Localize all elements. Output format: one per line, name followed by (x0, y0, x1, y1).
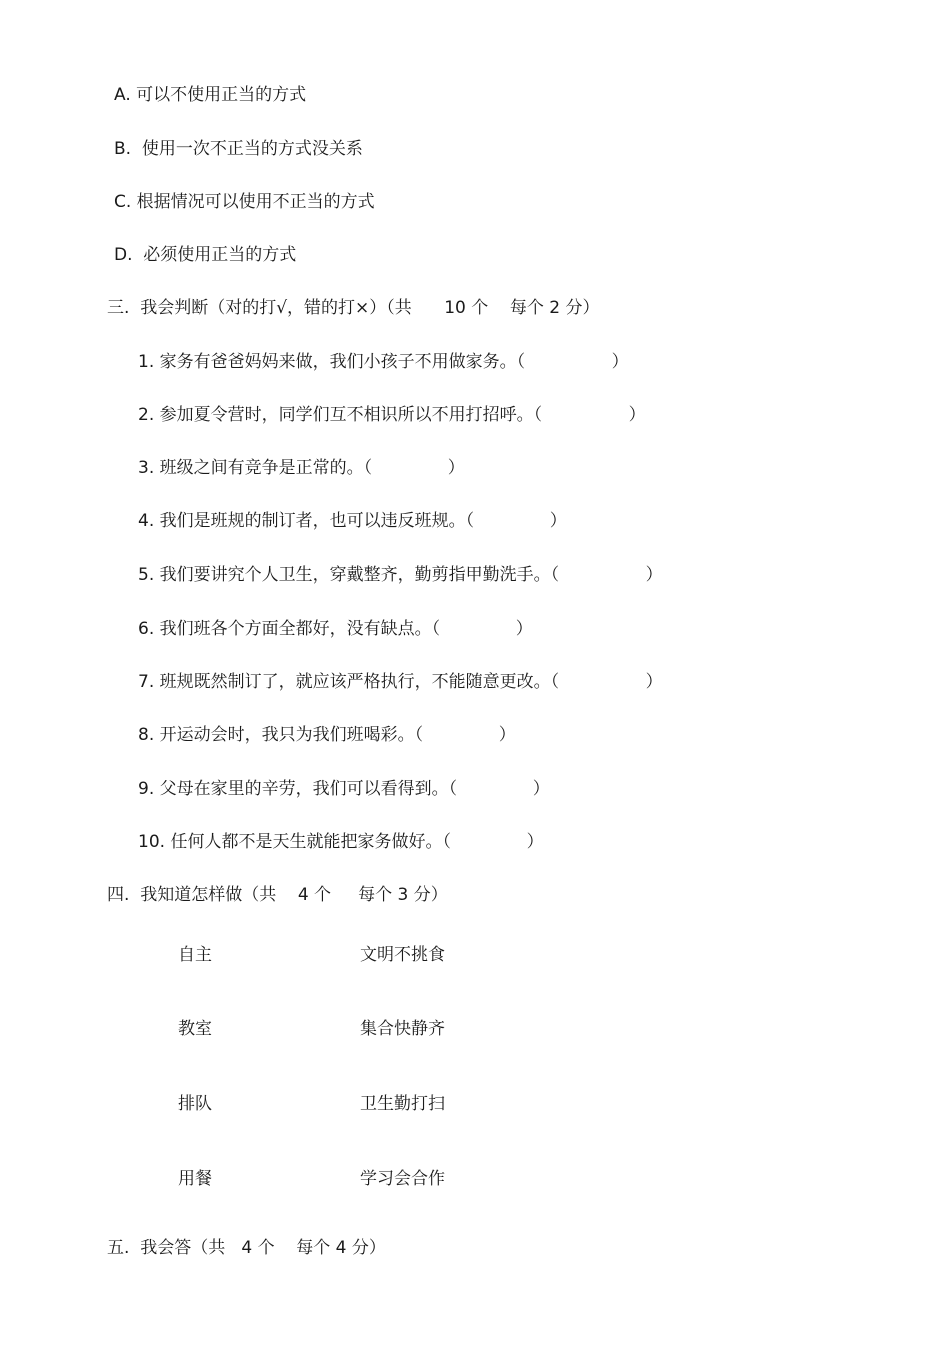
option-c: C. 根据情况可以使用不正当的方式 (114, 192, 375, 212)
section-5-title: 五. 我会答（共 4 个 每个 4 分） (107, 1238, 386, 1258)
judgement-item-9: 9. 父母在家里的辛劳，我们可以看得到。（ ） (138, 779, 550, 799)
match-right-2: 集合快静齐 (360, 1019, 445, 1039)
match-left-3: 排队 (178, 1094, 212, 1114)
section-4-title: 四. 我知道怎样做（共 4 个 每个 3 分） (107, 885, 448, 905)
judgement-item-8: 8. 开运动会时，我只为我们班喝彩。（ ） (138, 725, 516, 745)
match-left-2: 教室 (178, 1019, 212, 1039)
judgement-item-5: 5. 我们要讲究个人卫生，穿戴整齐，勤剪指甲勤洗手。（ ） (138, 565, 663, 585)
match-right-4: 学习会合作 (360, 1169, 445, 1189)
option-a: A. 可以不使用正当的方式 (114, 85, 307, 105)
match-right-3: 卫生勤打扫 (360, 1094, 445, 1114)
judgement-item-1: 1. 家务有爸爸妈妈来做，我们小孩子不用做家务。（ ） (138, 352, 629, 372)
option-b: B. 使用一次不正当的方式没关系 (114, 139, 363, 159)
judgement-item-6: 6. 我们班各个方面全都好，没有缺点。（ ） (138, 619, 533, 639)
match-left-4: 用餐 (178, 1169, 212, 1189)
match-left-1: 自主 (178, 945, 212, 965)
judgement-item-2: 2. 参加夏令营时，同学们互不相识所以不用打招呼。（ ） (138, 405, 646, 425)
option-d: D. 必须使用正当的方式 (114, 245, 297, 265)
judgement-item-3: 3. 班级之间有竞争是正常的。（ ） (138, 458, 465, 478)
section-3-title: 三. 我会判断（对的打√，错的打×）（共 10 个 每个 2 分） (107, 298, 600, 318)
judgement-item-4: 4. 我们是班规的制订者，也可以违反班规。（ ） (138, 511, 567, 531)
match-right-1: 文明不挑食 (360, 945, 445, 965)
judgement-item-10: 10. 任何人都不是天生就能把家务做好。（ ） (138, 832, 544, 852)
judgement-item-7: 7. 班规既然制订了，就应该严格执行，不能随意更改。（ ） (138, 672, 663, 692)
